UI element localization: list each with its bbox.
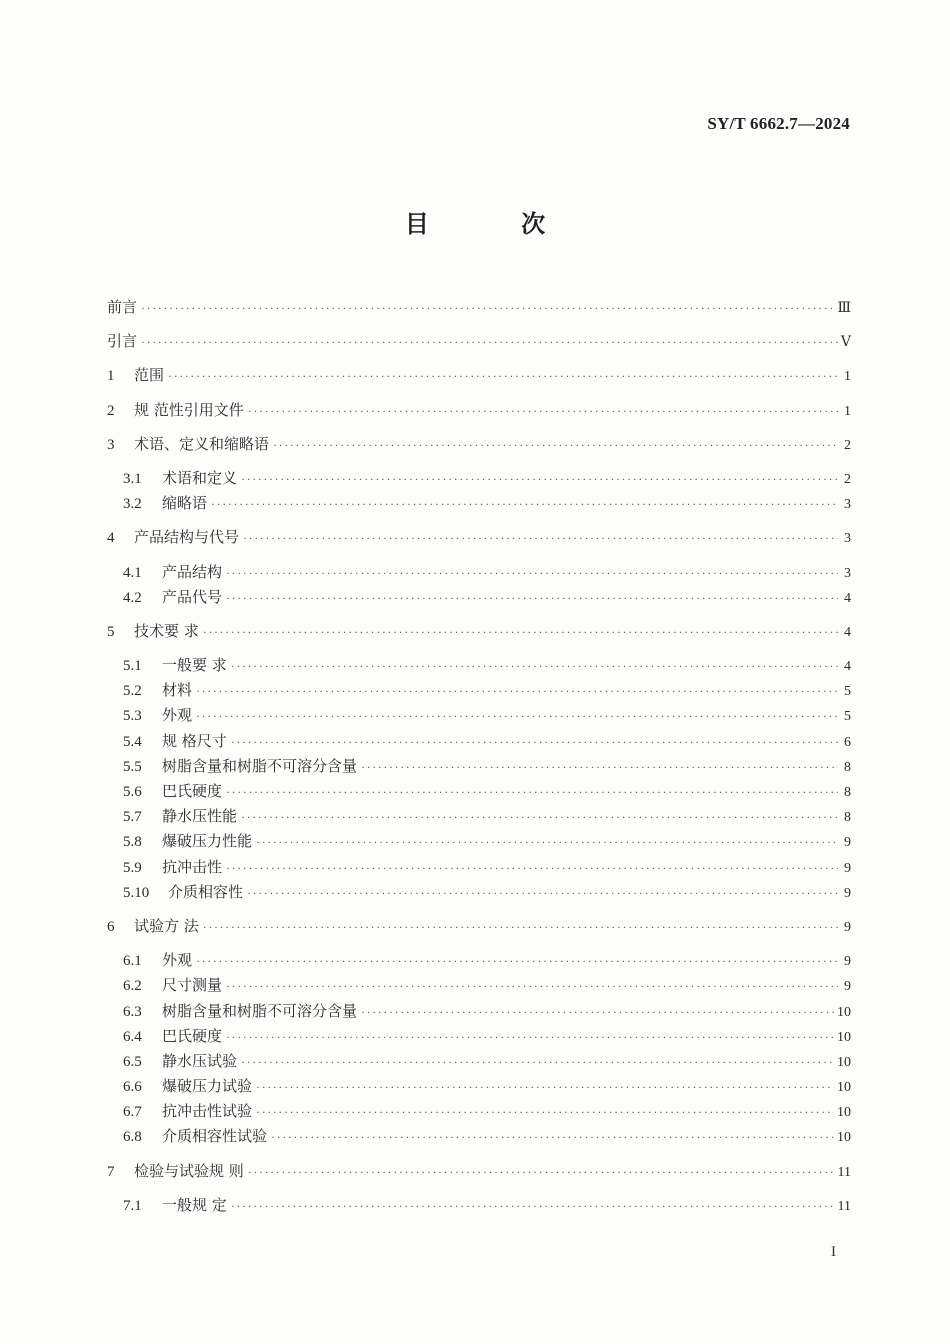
toc-entry-label: 术语、定义和缩略语	[134, 434, 270, 453]
dot-leader	[226, 561, 838, 586]
toc-entry-page: 8	[844, 810, 851, 826]
toc-entry-page: 11	[837, 1198, 851, 1214]
toc-entry-page: 10	[837, 1004, 851, 1020]
toc-entry[interactable]	[107, 585, 851, 610]
toc-entry-page: 10	[837, 1054, 851, 1070]
toc-entry-number: 6.4	[123, 1028, 142, 1045]
toc-entry-page: 8	[844, 785, 851, 800]
toc-entry-label: 规 范性引用文件	[134, 400, 244, 419]
dot-leader	[241, 805, 838, 830]
toc-entry-number: 7	[107, 1163, 115, 1180]
dot-leader	[141, 296, 834, 321]
toc-entry[interactable]	[107, 1024, 851, 1049]
toc-entry[interactable]	[107, 829, 851, 854]
toc-entry-page: 5	[844, 709, 851, 725]
toc-entry-number: 5.4	[123, 733, 142, 750]
toc-entry-label: 产品结构与代号	[134, 528, 240, 547]
toc-entry-number: 5.10	[123, 884, 150, 901]
toc-entry-page: 9	[844, 860, 851, 876]
toc-entry-number: 7.1	[123, 1197, 142, 1214]
toc-entry[interactable]	[107, 525, 851, 550]
dot-leader	[168, 364, 838, 389]
dot-leader	[243, 526, 838, 551]
toc-entry-label: 尺寸测量	[162, 976, 223, 995]
dot-leader	[203, 620, 838, 645]
dot-leader	[361, 755, 838, 780]
toc-entry-page: 8	[844, 759, 851, 775]
dot-leader	[273, 433, 838, 458]
toc-entry-page: Ⅲ	[837, 301, 851, 316]
toc-entry-label: 巴氏硬度	[162, 1026, 223, 1045]
toc-entry-label: 外观	[162, 951, 193, 970]
toc-entry[interactable]	[107, 363, 851, 388]
toc-entry-page: 9	[844, 885, 851, 901]
dot-leader	[196, 679, 838, 704]
toc-entry-label: 范围	[134, 366, 165, 385]
toc-entry-label: 静水压试验	[162, 1051, 238, 1070]
toc-entry-number: 5.3	[123, 708, 142, 725]
dot-leader	[226, 780, 838, 805]
toc-entry-number: 6.8	[123, 1129, 142, 1146]
toc-entry-page: 3	[844, 497, 851, 513]
toc-entry-number: 6.2	[123, 978, 142, 995]
toc-entry-label: 树脂含量和树脂不可溶分含量	[162, 756, 358, 775]
toc-entry-page: 10	[837, 1080, 851, 1096]
dot-leader	[203, 915, 838, 940]
toc-entry-label: 术语和定义	[162, 468, 238, 487]
toc-entry-label: 爆破压力试验	[162, 1077, 253, 1096]
toc-entry[interactable]	[107, 1049, 851, 1074]
toc-entry[interactable]	[107, 1099, 851, 1124]
dot-leader	[248, 399, 838, 424]
toc-entry[interactable]	[107, 295, 851, 320]
toc-entry[interactable]	[107, 804, 851, 829]
toc-entry[interactable]	[107, 619, 851, 644]
toc-entry-page: 3	[844, 565, 851, 581]
toc-entry[interactable]	[107, 948, 851, 973]
toc-entry-page: 2	[844, 471, 851, 487]
toc-entry[interactable]	[107, 491, 851, 516]
dot-leader	[141, 330, 838, 355]
toc-entry-label: 产品结构	[162, 562, 223, 581]
toc-entry-number: 4.2	[123, 589, 142, 606]
toc-entry-number: 6.5	[123, 1053, 142, 1070]
dot-leader	[247, 881, 838, 906]
toc-entry-number: 5.1	[123, 658, 142, 675]
toc-entry-label: 抗冲击性试验	[162, 1102, 253, 1121]
toc-entry-label: 介质相容性	[168, 882, 244, 901]
toc-entry-label: 外观	[162, 706, 193, 725]
toc-entry-page: 11	[837, 1164, 851, 1180]
dot-leader	[226, 1025, 834, 1050]
toc-entry-label: 一般要 求	[162, 656, 227, 675]
toc-entry-number: 2	[107, 402, 115, 419]
toc-entry-label: 前言	[107, 298, 138, 316]
dot-leader	[248, 1160, 835, 1185]
dot-leader	[256, 1100, 834, 1125]
dot-leader	[211, 492, 838, 517]
toc-entry-page: 9	[844, 919, 851, 935]
toc-entry[interactable]	[107, 973, 851, 998]
toc-title: 目 次	[404, 210, 588, 238]
toc-entry-label: 试验方 法	[134, 916, 199, 935]
toc-entry[interactable]	[107, 914, 851, 939]
toc-entry[interactable]	[107, 398, 851, 423]
toc-entry-label: 爆破压力性能	[162, 832, 253, 851]
toc-entry[interactable]	[107, 729, 851, 754]
toc-entry-number: 6	[107, 918, 115, 935]
toc-entry[interactable]	[107, 999, 851, 1024]
toc-entry-number: 5.9	[123, 859, 142, 876]
toc-entry-page: 10	[837, 1105, 851, 1121]
toc-entry-label: 静水压性能	[162, 807, 238, 826]
toc-entry[interactable]	[107, 703, 851, 728]
toc-entry[interactable]	[107, 754, 851, 779]
dot-leader	[241, 1050, 834, 1075]
toc-entry[interactable]	[107, 329, 851, 354]
toc-entry[interactable]	[107, 466, 851, 491]
toc-entry-label: 引言	[107, 332, 138, 351]
toc-entry[interactable]	[107, 560, 851, 585]
toc-entry-page: 5	[844, 684, 851, 700]
dot-leader	[226, 974, 838, 999]
dot-leader	[256, 830, 838, 855]
toc-entry[interactable]	[107, 1193, 851, 1218]
toc-entry-number: 5.6	[123, 784, 142, 800]
toc-entry[interactable]	[107, 855, 851, 880]
toc-entry-number: 5	[107, 623, 115, 640]
toc-entry-page: 3	[844, 531, 851, 547]
toc-entry-label: 树脂含量和树脂不可溶分含量	[162, 1001, 358, 1020]
toc-entry-page: 4	[844, 590, 851, 606]
toc-entry[interactable]	[107, 1074, 851, 1099]
toc-entry-page: 10	[837, 1130, 851, 1146]
toc-entry-page: 10	[837, 1029, 851, 1045]
standard-code: SY/T 6662.7—2024	[707, 114, 850, 133]
table-of-contents	[107, 295, 851, 1218]
toc-entry[interactable]	[107, 653, 851, 678]
dot-leader	[226, 586, 838, 611]
toc-entry-number: 5.2	[123, 683, 142, 700]
toc-entry[interactable]	[107, 678, 851, 703]
toc-entry-page: 4	[844, 659, 851, 675]
dot-leader	[361, 1000, 834, 1025]
toc-entry-label: 技术要 求	[134, 621, 199, 640]
toc-entry[interactable]	[107, 880, 851, 905]
toc-entry-page: 9	[844, 979, 851, 995]
toc-entry-page: 6	[844, 734, 851, 750]
toc-entry-number: 5.8	[123, 834, 142, 851]
toc-entry-number: 1	[107, 368, 115, 385]
toc-entry-page: 1	[844, 369, 851, 385]
toc-entry-number: 4.1	[123, 564, 142, 581]
toc-entry[interactable]	[107, 1159, 851, 1184]
toc-entry-label: 抗冲击性	[162, 857, 223, 876]
toc-entry[interactable]	[107, 1124, 851, 1149]
toc-entry-number: 3.2	[123, 496, 142, 513]
toc-entry[interactable]	[107, 432, 851, 457]
toc-entry-label: 缩略语	[162, 494, 208, 513]
toc-entry-page: 9	[844, 954, 851, 970]
page-number: I	[831, 1244, 836, 1260]
dot-leader	[231, 1194, 835, 1219]
toc-entry-page: 9	[844, 835, 851, 851]
toc-entry-label: 规 格尺寸	[162, 731, 227, 750]
toc-entry-label: 巴氏硬度	[162, 782, 223, 800]
toc-entry-number: 6.7	[123, 1104, 142, 1121]
dot-leader	[196, 704, 838, 729]
toc-entry-label: 检验与试验规 则	[134, 1161, 244, 1180]
dot-leader	[226, 856, 838, 881]
toc-entry-number: 6.1	[123, 953, 142, 970]
toc-entry-number: 5.7	[123, 809, 142, 826]
dot-leader	[241, 467, 838, 492]
toc-entry-label: 介质相容性试验	[162, 1127, 268, 1146]
dot-leader	[231, 730, 838, 755]
toc-entry-number: 6.6	[123, 1079, 142, 1096]
dot-leader	[231, 654, 838, 679]
toc-entry-page: 4	[844, 624, 851, 640]
dot-leader	[196, 949, 838, 974]
toc-entry-number: 3.1	[123, 470, 142, 487]
dot-leader	[256, 1075, 834, 1100]
toc-entry-number: 5.5	[123, 758, 142, 775]
toc-entry-number: 3	[107, 436, 115, 453]
toc-entry-label: 产品代号	[162, 587, 223, 606]
toc-entry-number: 4	[107, 530, 115, 547]
dot-leader	[271, 1125, 834, 1150]
toc-entry-label: 一般规 定	[162, 1195, 227, 1214]
toc-entry-number: 6.3	[123, 1003, 142, 1020]
toc-entry[interactable]	[107, 779, 851, 804]
toc-entry-page: 1	[844, 403, 851, 419]
toc-entry-label: 材料	[162, 681, 193, 700]
toc-entry-page: 2	[844, 437, 851, 453]
toc-entry-page: Ⅴ	[840, 335, 851, 351]
